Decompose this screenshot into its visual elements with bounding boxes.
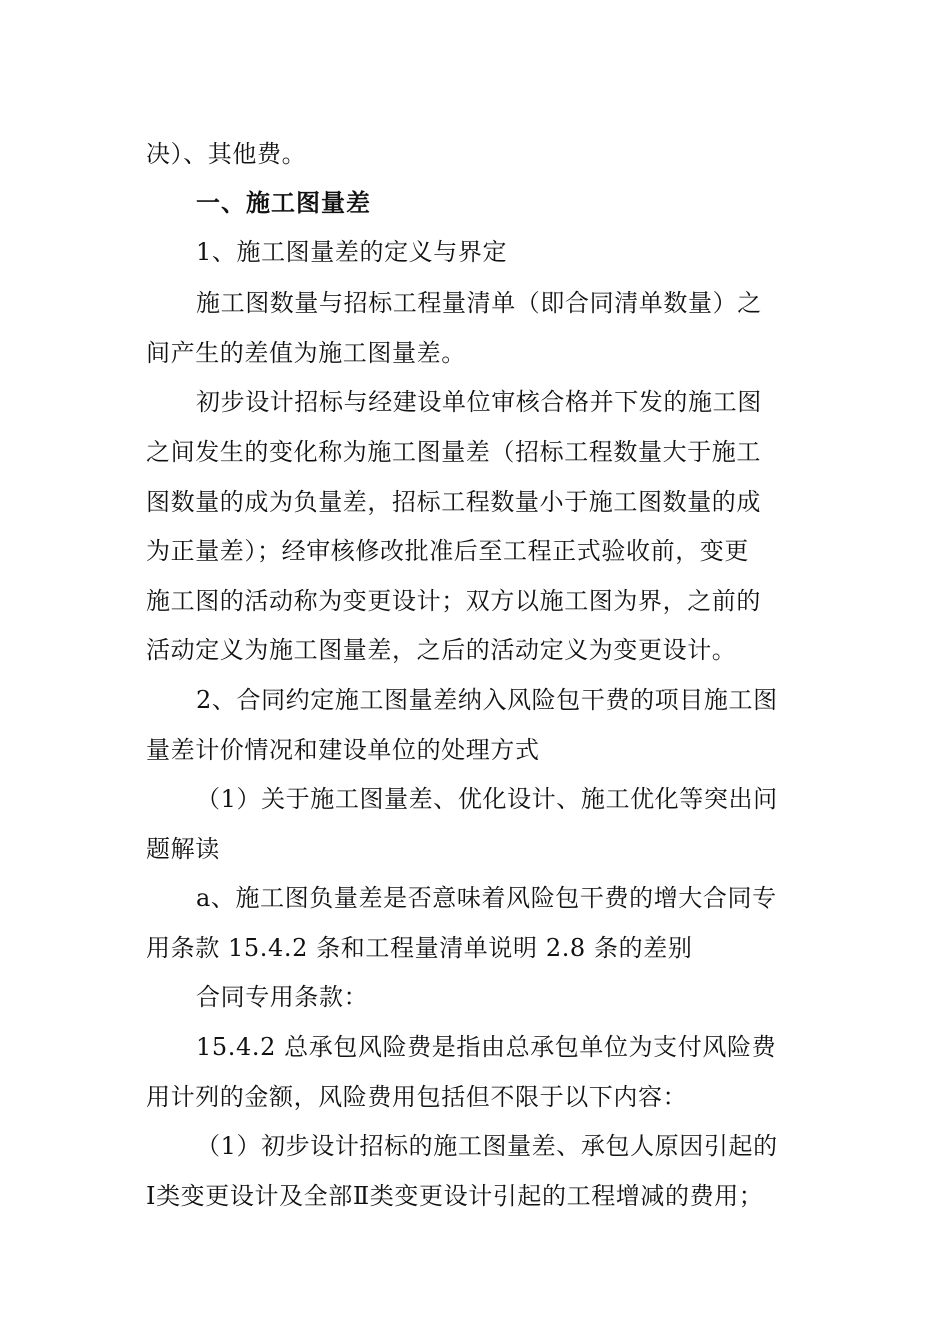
text-line: Ⅰ类变更设计及全部Ⅱ类变更设计引起的工程增减的费用； — [146, 1182, 764, 1210]
section-heading: 一、施工图量差 — [196, 189, 371, 217]
text-line: 施工图的活动称为变更设计；双方以施工图为界，之前的 — [146, 587, 761, 615]
text-line: 题解读 — [146, 835, 220, 863]
text-line: 间产生的差值为施工图量差。 — [146, 339, 466, 367]
subsection-heading: （1）关于施工图量差、优化设计、施工优化等突出问 — [196, 785, 778, 813]
text-line: 量差计价情况和建设单位的处理方式 — [146, 736, 540, 764]
text-line: 为正量差）；经审核修改批准后至工程正式验收前，变更 — [146, 537, 749, 565]
text-line: 决）、其他费。 — [146, 140, 307, 168]
text-line: 施工图数量与招标工程量清单（即合同清单数量）之 — [196, 289, 762, 317]
text-line: 用计列的金额，风险费用包括但不限于以下内容： — [146, 1083, 688, 1111]
text-line: （1）初步设计招标的施工图量差、承包人原因引起的 — [196, 1132, 778, 1160]
text-line: 合同专用条款： — [196, 983, 369, 1011]
text-line: a、施工图负量差是否意味着风险包干费的增大合同专 — [196, 884, 777, 912]
text-line: 用条款 15.4.2 条和工程量清单说明 2.8 条的差别 — [146, 934, 693, 962]
text-line: 初步设计招标与经建设单位审核合格并下发的施工图 — [196, 388, 762, 416]
text-line: 15.4.2 总承包风险费是指由总承包单位为支付风险费 — [196, 1033, 777, 1061]
text-line: 之间发生的变化称为施工图量差（招标工程数量大于施工 — [146, 438, 761, 466]
text-line: 活动定义为施工图量差，之后的活动定义为变更设计。 — [146, 636, 737, 664]
subsection-heading: 1、施工图量差的定义与界定 — [196, 238, 508, 266]
text-line: 图数量的成为负量差，招标工程数量小于施工图数量的成 — [146, 488, 761, 516]
subsection-heading: 2、合同约定施工图量差纳入风险包干费的项目施工图 — [196, 686, 778, 714]
